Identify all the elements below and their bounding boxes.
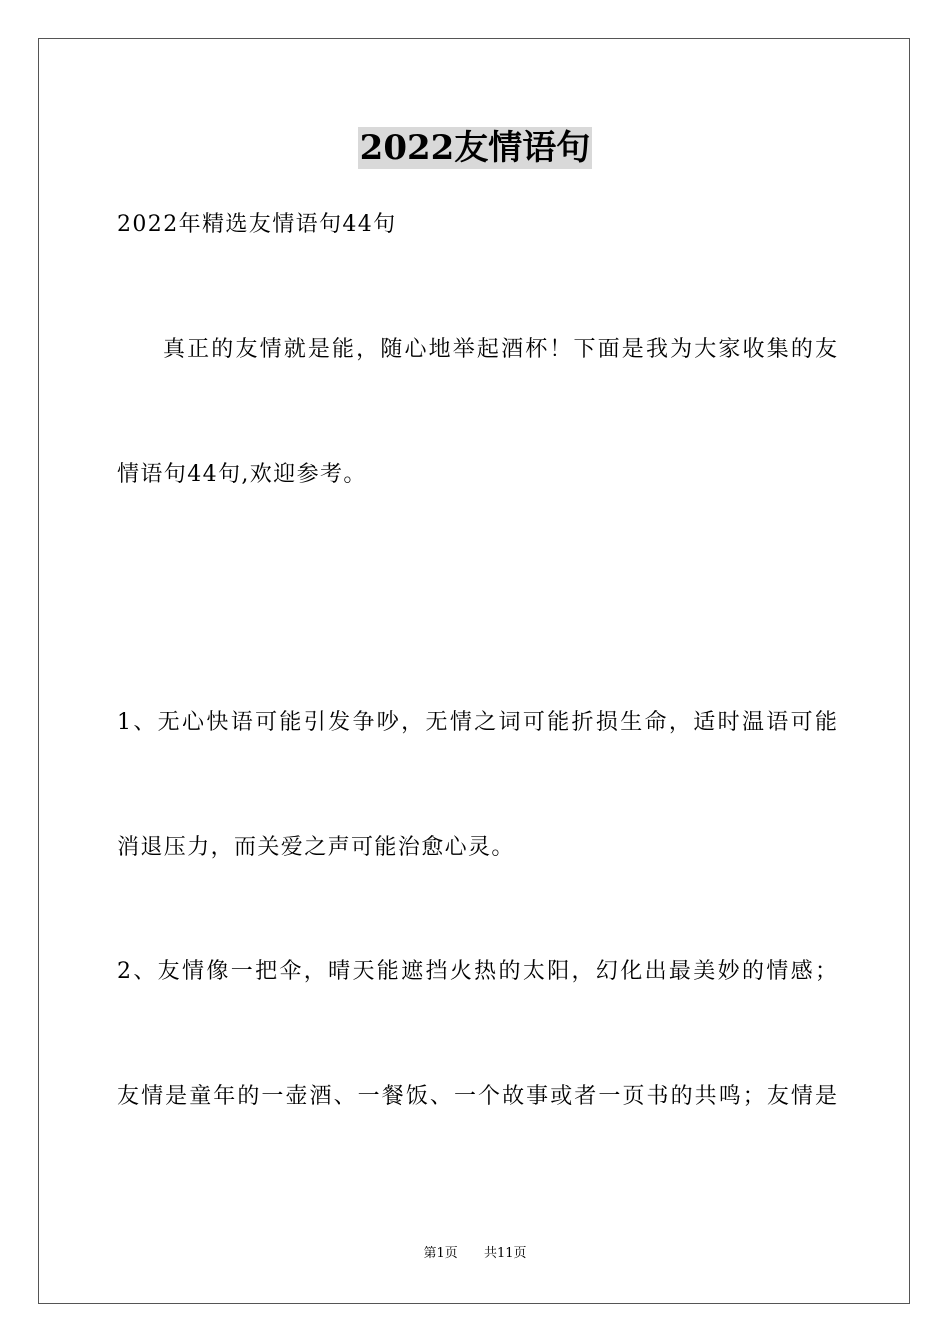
paragraph-line: 情语句44句,欢迎参考。 <box>117 462 367 487</box>
title-container <box>0 127 950 169</box>
document-subtitle: 2022年精选友情语句44句 <box>117 212 397 237</box>
paragraph-line: 真正的友情就是能，随心地举起酒杯！下面是我为大家收集的友 <box>163 337 837 362</box>
page-total: 共11页 <box>484 1246 527 1261</box>
page-footer <box>0 1245 950 1263</box>
paragraph-line: 2、友情像一把伞，晴天能遮挡火热的太阳，幻化出最美妙的情感； <box>117 959 837 984</box>
document-title: 2022友情语句 <box>359 128 591 168</box>
paragraph-line: 1、无心快语可能引发争吵，无情之词可能折损生命，适时温语可能 <box>117 710 837 735</box>
paragraph-line: 消退压力，而关爱之声可能治愈心灵。 <box>117 835 515 860</box>
page-number: 第1页 <box>423 1246 458 1261</box>
paragraph-line: 友情是童年的一壶酒、一餐饭、一个故事或者一页书的共鸣；友情是 <box>117 1084 837 1109</box>
